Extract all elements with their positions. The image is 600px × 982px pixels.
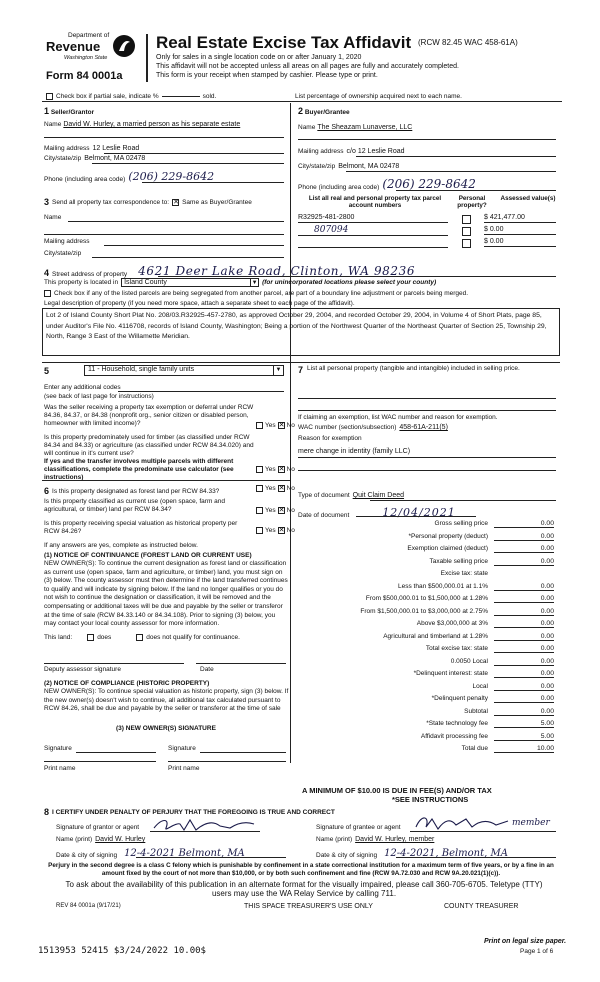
assessed-value[interactable]: $ 0.00 <box>484 226 504 233</box>
buyer-mailing[interactable]: c/o 12 Leslie Road <box>346 148 405 155</box>
no-label: No <box>286 485 295 492</box>
tax-row-value[interactable]: 0.00 <box>494 520 554 528</box>
grantor-print-name[interactable]: David W. Hurley <box>95 836 146 843</box>
assessed-value[interactable]: $ 0.00 <box>484 238 504 245</box>
land-use-select[interactable] <box>84 365 284 376</box>
no-label: No <box>286 527 295 534</box>
seller-name[interactable]: David W. Hurley, a married person as his separate estate <box>63 121 241 128</box>
historic-yes-checkbox[interactable] <box>256 527 263 534</box>
tax-row-value[interactable]: 0.00 <box>494 558 554 566</box>
deputy-date-label: Date <box>200 666 214 673</box>
form-number: Form 84 0001a <box>46 70 123 82</box>
yes-label: Yes <box>265 485 276 492</box>
additional-codes-label: Enter any additional codes <box>44 384 121 391</box>
notice3-heading: (3) NEW OWNER(S) SIGNATURE <box>116 725 216 732</box>
seller-city-label: City/state/zip <box>44 155 82 162</box>
current-use-no-checkbox[interactable] <box>278 507 285 514</box>
seller-mailing[interactable]: 12 Leslie Road <box>92 145 140 152</box>
grantee-print-name[interactable]: David W. Hurley, member <box>355 836 435 843</box>
personal-property-checkbox[interactable] <box>462 215 471 224</box>
notice1-heading: (1) NOTICE OF CONTINUANCE (FOREST LAND OR CURRENT USE) <box>44 552 252 559</box>
alt-format-notice: To ask about the availability of this publication in an alternate format for the visually impaired, please call 360-705-6705. Teletype (TTY) users may use the WA Relay Service by calling 711. <box>65 880 543 898</box>
see-instructions: *SEE INSTRUCTIONS <box>392 795 469 804</box>
historic-question: Is this property receiving special valuation as historical property per RCW 84.26? <box>44 520 238 535</box>
revision-label: REV 84 0001a (9/17/21) <box>56 903 121 909</box>
doc-date[interactable]: 12/04/2021 <box>382 506 456 519</box>
no-label: No <box>286 507 295 514</box>
tax-row-label: Excise tax: state <box>440 570 488 577</box>
tax-row-value[interactable]: 0.00 <box>494 545 554 553</box>
yes-label: Yes <box>265 466 276 473</box>
tax-row-value[interactable]: 0.00 <box>494 670 554 678</box>
yes-label: Yes <box>265 507 276 514</box>
tax-row-value[interactable]: 0.00 <box>494 683 554 691</box>
tax-row-label: Less than $500,000.01 at 1.1% <box>398 582 488 590</box>
grantor-signature-label: Signature of grantor or agent <box>56 824 140 831</box>
does-not-checkbox[interactable] <box>136 634 143 641</box>
forest-no-checkbox[interactable] <box>278 485 285 492</box>
tax-row-value[interactable]: 0.00 <box>494 695 554 703</box>
seller-name-label: Name <box>44 121 62 128</box>
form-title: Real Estate Excise Tax Affidavit <box>156 33 412 52</box>
county-dropdown-icon[interactable]: ▼ <box>251 280 258 286</box>
tax-row-label: From $1,500,000.01 to $3,000,000 at 2.75% <box>360 607 488 615</box>
unincorporated-note: (for unincorporated locations please select your county) <box>262 279 437 286</box>
tax-row-label: Agricultural and timberland at 1.28% <box>383 632 488 640</box>
seller-mailing-label: Mailing address <box>44 145 90 152</box>
land-use-value: 11 - Household, single family units <box>88 366 195 373</box>
deputy-signature-label: Deputy assessor signature <box>44 666 121 673</box>
assessed-header: Assessed value(s) <box>500 195 556 202</box>
assessed-value[interactable]: $ 421,477.00 <box>484 214 525 221</box>
list-percentage-note: List percentage of ownership acquired next to each name. <box>295 93 462 100</box>
personal-property-checkbox[interactable] <box>462 239 471 248</box>
sec6-intro: If any answers are yes, complete as instructed below. <box>44 542 198 549</box>
land-use-dropdown-icon[interactable]: ▼ <box>273 366 283 375</box>
sec3-name-label: Name <box>44 214 62 221</box>
header-line2: This affidavit will not be accepted unless all areas on all pages are fully and accurately completed. <box>156 63 459 70</box>
buyer-name-label: Name <box>298 124 316 131</box>
seller-phone-label: Phone (including area code) <box>44 176 126 183</box>
q2-yes-checkbox[interactable] <box>256 466 263 473</box>
tax-row-label: Affidavit processing fee <box>420 732 488 740</box>
tax-row-value[interactable]: 5.00 <box>494 720 554 728</box>
street-address-label: Street address of property <box>52 271 128 278</box>
grantee-signature-suffix: member <box>512 818 550 828</box>
buyer-city[interactable]: Belmont, MA 02478 <box>338 163 400 170</box>
tax-row-label: *Delinquent penalty <box>431 695 488 702</box>
tax-row-label: Total excise tax: state <box>425 645 488 652</box>
wa-logo-icon <box>112 34 136 58</box>
county-select[interactable]: Island County <box>121 278 251 287</box>
tax-row-label: *Personal property (deduct) <box>408 532 488 540</box>
exemption-text: If claiming an exemption, list WAC number and reason for exemption. <box>298 414 498 421</box>
notice2-heading: (2) NOTICE OF COMPLIANCE (HISTORIC PROPERTY) <box>44 680 210 687</box>
grantor-date-label: Date & city of signing <box>56 852 118 859</box>
reason-label: Reason for exemption <box>298 435 362 442</box>
tax-row-label: 0.0050 Local <box>450 657 488 665</box>
sec3-mailing-label: Mailing address <box>44 238 90 245</box>
buyer-phone-label: Phone (including area code) <box>298 184 380 191</box>
street-address[interactable]: 4621 Deer Lake Road, Clinton, WA 98236 <box>138 264 416 278</box>
buyer-city-label: City/state/zip <box>298 163 336 170</box>
same-as-buyer-label: Same as Buyer/Grantee <box>182 198 252 206</box>
tax-row-value[interactable]: 5.00 <box>494 733 554 741</box>
treasurer-use-label: THIS SPACE TREASURER'S USE ONLY <box>244 903 373 910</box>
tax-row-value[interactable]: 0.00 <box>494 633 554 641</box>
personal-property-text: List all personal property (tangible and intangible) included in selling price. <box>307 365 520 372</box>
grantee-signature-label: Signature of grantee or agent <box>316 824 401 831</box>
tax-row-value[interactable]: 0.00 <box>494 645 554 653</box>
forest-question: Is this property designated as forest land per RCW 84.33? <box>52 487 220 495</box>
q1-yes-checkbox[interactable] <box>256 422 263 429</box>
no-label: No <box>286 466 295 473</box>
tax-row-label: Exemption claimed (deduct) <box>407 545 488 552</box>
tax-row-value[interactable]: 0.00 <box>494 533 554 541</box>
seller-city[interactable]: Belmont, MA 02478 <box>84 155 146 162</box>
current-use-yes-checkbox[interactable] <box>256 507 263 514</box>
q1-no-checkbox[interactable] <box>278 422 285 429</box>
recording-stamp: 1513953 52415 $3/24/2022 10.00$ <box>38 946 206 956</box>
yes-label: Yes <box>265 527 276 534</box>
legal-description: Lot 2 of Island County Short Plat No. 208/03.R32925-457-2780, as approved October 29, 2004, and recorded October 29, 2004, in Volume 4 of Short Plats, page 85, under Auditor's File No. 4116708, records of Island County, Washington; Being a portion of the Northwest Quarter of the Northeast Quarter of Section 25, Township 29, North, Range 3 East of the Willamette Meridian. <box>46 312 547 340</box>
timber-question-note: If yes and the transfer involves multiple parcels with different classifications, complete the predominate use calculator (see instructions) <box>44 458 234 481</box>
tax-row-value[interactable]: 0.00 <box>494 608 554 616</box>
does-checkbox[interactable] <box>87 634 94 641</box>
exemption-reason[interactable]: mere change in identity (family LLC) <box>298 448 411 455</box>
buyer-name[interactable]: The Sheazam Lunaverse, LLC <box>317 124 413 131</box>
tax-row-label: Total due <box>461 745 488 752</box>
buyer-heading: Buyer/Grantee <box>304 109 350 116</box>
does-label: does <box>97 634 112 641</box>
wac-number[interactable]: 458-61A-211(5) <box>399 424 448 431</box>
personal-header: Personal property? <box>457 195 487 209</box>
tax-row-value[interactable]: 10.00 <box>494 745 554 753</box>
segregated-label: Check box if any of the listed parcels are being segregated from another parcel, are part of a boundary line adjustment or parcels being merged. <box>54 290 469 297</box>
sec3-text: Send all property tax correspondence to: <box>52 198 170 206</box>
perjury-notice: Perjury in the second degree is a class C felony which is punishable by confinement in a state correctional institution for a maximum term of five years, or by a fine in an amount fixed by the court of not more than $10,000, or by both such confinement and fine (RCW 9A.72.030 and RCW 9A.20.021(1)(c)). <box>48 862 554 877</box>
new-owner-print-label: Print name <box>44 765 76 772</box>
legal-label: Legal description of property (if you need more space, attach a separate sheet to each page of the affidavit). <box>44 300 355 307</box>
personal-property-checkbox[interactable] <box>462 227 471 236</box>
new-owner-signature-label: Signature <box>44 745 72 752</box>
located-label: This property is located in <box>44 279 119 286</box>
dept-line1: Department of <box>68 32 110 39</box>
tax-row-value[interactable]: 0.00 <box>494 595 554 603</box>
form-rcw: (RCW 82.45 WAC 458-61A) <box>418 38 518 47</box>
no-label: No <box>286 422 295 429</box>
new-owner-signature-label: Signature <box>168 745 196 752</box>
same-as-buyer-checkbox[interactable] <box>172 199 179 206</box>
tax-row-value[interactable]: 0.00 <box>494 658 554 666</box>
certify-text: I CERTIFY UNDER PENALTY OF PERJURY THAT THE FOREGOING IS TRUE AND CORRECT <box>52 808 335 816</box>
seller-phone[interactable]: (206) 229-8642 <box>128 170 215 183</box>
sec3-city-label: City/state/zip <box>44 250 82 257</box>
yes-label: Yes <box>265 422 276 429</box>
does-not-label: does not qualify for continuance. <box>146 634 240 641</box>
notice1-text: NEW OWNER(S): To continue the current designation as forest land or classification as current use (open space, farm and agriculture, or timber) land, you must sign on (3) below. The county assessor must then determine if the land transferred continues to qualify and will indicate by signing below. If the land no longer qualifies or you do not wish to continue the designation or classification, it will be removed and the compensating or additional taxes will be due and payable by the seller or transferor at the time of sale (RCW 84.33.140 or 84.34.108). Prior to signing (3) below, you may contact your local county assessor for more information. <box>44 560 288 628</box>
tax-row-value[interactable]: 0.00 <box>494 620 554 628</box>
tax-row-label: *State technology fee <box>426 720 488 727</box>
parcel-number[interactable]: R32925-481-2800 <box>298 214 355 221</box>
partial-sale-label: Check box if partial sale, indicate % <box>56 93 159 100</box>
grantee-print-label: Name (print) <box>316 836 353 843</box>
parcel-number[interactable]: 807094 <box>314 225 349 235</box>
grantor-print-label: Name (print) <box>56 836 93 843</box>
seller-heading: Seller/Grantor <box>50 109 95 116</box>
docdate-label: Date of document <box>298 512 350 519</box>
buyer-mailing-label: Mailing address <box>298 148 344 155</box>
timber-question: Is this property predominately used for timber (as classified under RCW 84.34 and 84.33) or agriculture (as classified under RCW 84.34.020) and will continue in it's current use? <box>44 434 254 457</box>
dept-line2: Revenue <box>46 39 101 54</box>
tax-row-value[interactable]: 0.00 <box>494 708 554 716</box>
header-line3: This form is your receipt when stamped by cashier. Please type or print. <box>156 72 378 79</box>
this-land-label: This land: <box>44 634 73 641</box>
buyer-phone[interactable]: (206) 229-8642 <box>382 177 476 191</box>
grantee-signature[interactable] <box>412 813 512 833</box>
parcel-header: List all real and personal property tax parcel account numbers <box>308 195 442 209</box>
segregated-checkbox[interactable] <box>44 290 51 297</box>
tax-row-label: Gross selling price <box>434 520 488 527</box>
partial-sale-checkbox[interactable] <box>46 93 53 100</box>
additional-codes-note: (see back of last page for instructions) <box>44 393 154 400</box>
tax-row-value[interactable]: 0.00 <box>494 583 554 591</box>
grantor-date-city[interactable]: 12-4-2021 Belmont, MA <box>124 848 245 859</box>
legal-description-box[interactable] <box>42 308 560 356</box>
doctype-label: Type of document <box>298 492 350 499</box>
county-treasurer-label: COUNTY TREASURER <box>444 903 519 910</box>
sold-label: sold. <box>202 93 217 100</box>
tax-row-label: Taxable selling price <box>429 557 488 565</box>
historic-no-checkbox[interactable] <box>278 527 285 534</box>
tax-row-label: *Delinquent interest: state <box>413 670 488 677</box>
minimum-due: A MINIMUM OF $10.00 IS DUE IN FEE(S) AND/OR TAX <box>302 786 492 795</box>
tax-row-label: Local <box>472 682 488 690</box>
notice2-text: NEW OWNER(S): To continue special valuation as historic property, sign (3) below. If the new owner(s) doesn't wish to continue, all additional tax calculated pursuant to RCW 84.26, shall be due and payable by the seller or transferor at the time of sale <box>44 688 289 713</box>
doc-type[interactable]: Quit Claim Deed <box>352 492 405 499</box>
exemption-question: Was the seller receiving a property tax exemption or deferral under RCW 84.36, 84.37, or 84.38 (nonprofit org., senior citizen or disabled person, homeowner with limited income)? <box>44 404 254 427</box>
tax-row-label: Subtotal <box>464 707 488 715</box>
wac-label: WAC number (section/subsection) <box>298 424 397 431</box>
header-line1: Only for sales in a single location code on or after January 1, 2020 <box>156 54 362 61</box>
dept-line3: Washington State <box>64 55 108 61</box>
print-legal-note: Print on legal size paper. <box>484 938 567 945</box>
q2-no-checkbox[interactable] <box>278 466 285 473</box>
forest-yes-checkbox[interactable] <box>256 485 263 492</box>
new-owner-print-label: Print name <box>168 765 200 772</box>
page-number: Page 1 of 6 <box>520 948 554 955</box>
current-use-question: Is this property classified as current use (open space, farm and agricultural, or timber) land per RCW 84.34? <box>44 498 226 513</box>
grantee-date-label: Date & city of signing <box>316 852 378 859</box>
grantee-date-city[interactable]: 12-4-2021, Belmont, MA <box>384 848 508 859</box>
tax-row-label: Above $3,000,000 at 3% <box>416 620 488 627</box>
tax-row-label: From $500,000.01 to $1,500,000 at 1.28% <box>365 595 488 602</box>
